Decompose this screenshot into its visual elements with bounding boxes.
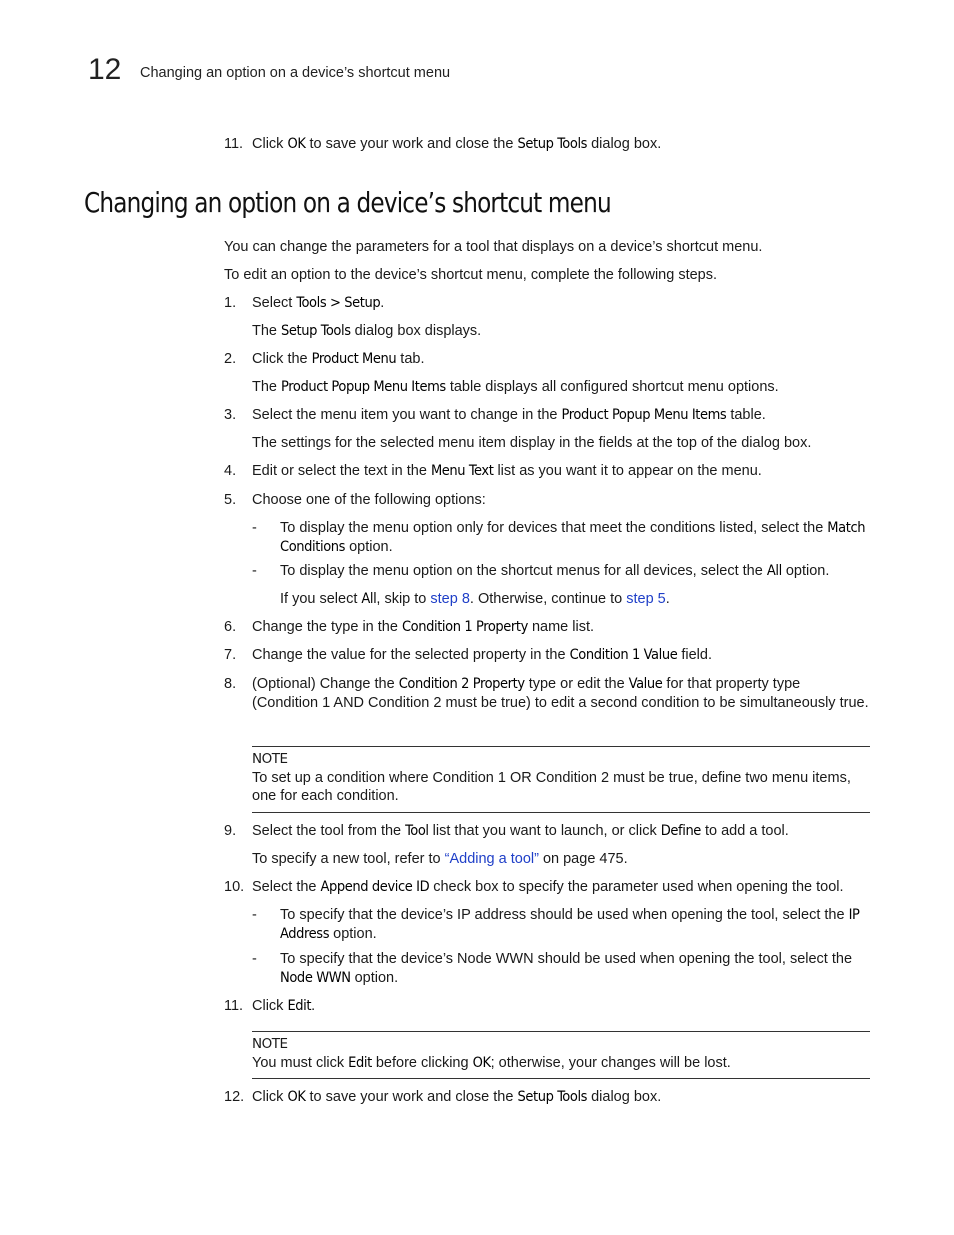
bullet-dash: - — [252, 907, 257, 923]
ui-term: Condition 1 Property — [401, 619, 528, 635]
ui-term: Edit — [287, 998, 312, 1014]
running-header-title: Changing an option on a device’s shortcut menu — [140, 65, 451, 81]
ui-term: Tool — [405, 823, 429, 839]
step-number: 11. — [224, 136, 244, 152]
ui-term-setup-tools: Setup Tools — [517, 136, 588, 152]
ui-term: Menu Text — [430, 463, 494, 479]
link-step-8[interactable]: step 8 — [430, 591, 470, 607]
section-title: Changing an option on a device’s shortcut menu — [84, 186, 611, 219]
ui-term: Node WWN — [280, 969, 351, 986]
bullet-dash: - — [252, 951, 257, 967]
note-text: To set up a condition where Condition 1 OR Condition 2 must be true, define two menu items, one for each condition. — [252, 769, 851, 804]
link-step-5[interactable]: step 5 — [626, 591, 666, 607]
ui-term: Condition 1 Value — [569, 647, 678, 663]
ui-term: Product Popup Menu Items — [561, 407, 727, 423]
note-box-1 — [252, 746, 870, 813]
ui-term: Setup Tools — [517, 1089, 588, 1105]
note-box-2 — [252, 1031, 870, 1079]
ui-term: Define — [660, 823, 701, 839]
step-text: Click OK to save your work and close the Setup Tools dialog box. — [252, 136, 662, 152]
ui-term: All — [766, 563, 782, 579]
ui-term: Condition 2 Property — [398, 676, 525, 692]
ui-term-tools-setup: Tools > Setup — [296, 295, 381, 311]
ui-term: All — [361, 591, 377, 607]
ui-term: OK — [472, 1054, 491, 1071]
note-text: You must click Edit before clicking OK; otherwise, your changes will be lost. — [252, 1054, 731, 1071]
bullet-dash: - — [252, 520, 257, 536]
bullet-dash: - — [252, 563, 257, 579]
ui-term: Product Menu — [311, 351, 397, 367]
link-adding-a-tool[interactable]: “Adding a tool” — [444, 851, 539, 867]
ui-term-ok: OK — [287, 136, 306, 152]
note-label: NOTE — [252, 751, 288, 767]
ui-term: IP Address — [280, 907, 860, 942]
ui-term: Product Popup Menu Items — [281, 379, 446, 395]
ui-term: Append device ID — [320, 879, 430, 895]
ui-term: Edit — [348, 1054, 372, 1071]
ui-term: Value — [628, 676, 663, 692]
ui-term: Setup Tools — [281, 323, 351, 339]
ui-term: Match Conditions — [280, 520, 866, 555]
ui-term: OK — [287, 1089, 306, 1105]
chapter-number: 12 — [88, 53, 122, 86]
note-label: NOTE — [252, 1036, 288, 1052]
